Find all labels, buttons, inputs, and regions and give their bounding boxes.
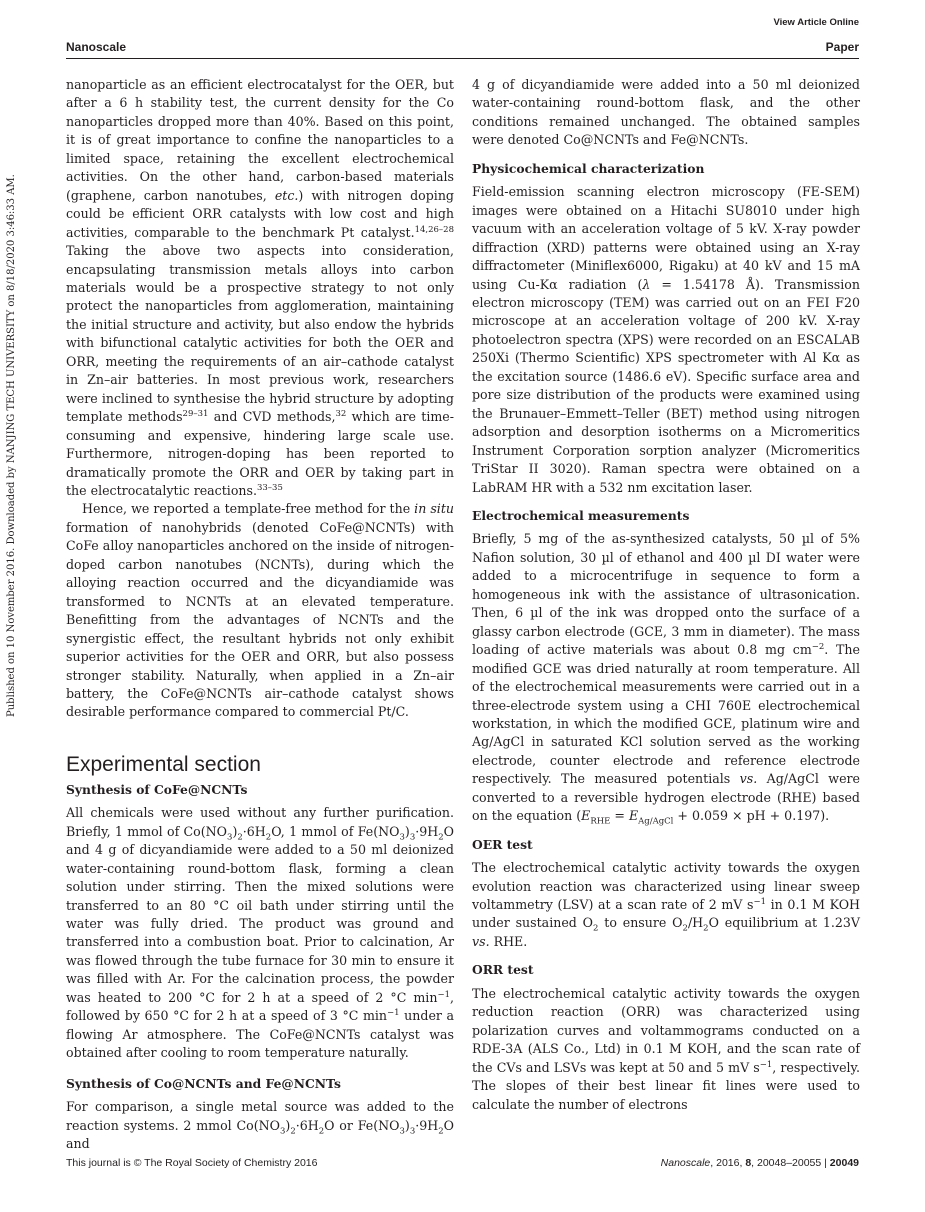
footer-copyright: This journal is © The Royal Society of Chemistry 2016 bbox=[66, 1157, 318, 1169]
footer-citation: Nanoscale, 2016, 8, 20048–20055 | 20049 bbox=[660, 1157, 859, 1169]
oer-paragraph: The electrochemical catalytic activity towards the oxygen evolution reaction was characterized using linear sweep voltammetry (LSV) at a scan rate of 2 mV $s^{-1}$ in 0.1 M KOH under sustained $O_2$ to ensure $O_2/H_2O$ equilibrium at 1.23V vs. RHE. bbox=[472, 860, 861, 949]
subheading-oer-test: OER test bbox=[472, 836, 533, 852]
journal-name: Nanoscale bbox=[66, 40, 127, 54]
header-divider bbox=[66, 58, 859, 59]
synthesis-co-fe-paragraph: For comparison, a single metal source was added to the reaction systems. 2 mmol $Co(NO_3)_2\cdot 6H_2O$ or $Fe(NO_3)_3\cdot 9H_2O$ and bbox=[66, 1099, 454, 1152]
citation-ref[interactable]: 33–35 bbox=[256, 482, 283, 493]
subheading-physicochemical: Physicochemical characterization bbox=[472, 160, 705, 176]
page-number: 20049 bbox=[829, 1157, 859, 1169]
electrochemical-paragraph: Briefly, 5 mg of the as-synthesized catalysts, 50 µl of 5% Nafion solution, 30 µl of ethanol and 400 µl DI water were added to a microcentrifuge in sequence to form a homogeneous ink with the assistance of ultrasonication. Then, 6 µl of the ink was dropped onto the surface of a glassy carbon electrode (GCE, 3 mm in diameter). The mass loading of active materials was about 0.8 mg $cm^{-2}$. The modified GCE was dried naturally at room temperature. All of the electrochemical measurements were carried out in a three-electrode system using a CHI 760E electrochemical workstation, in which the modified GCE, platinum wire and Ag/AgCl in saturated KCl solution served as the working electrode, counter electrode and reference electrode respectively. The measured potentials vs. Ag/AgCl were converted to a reversible hydrogen electrode (RHE) based on the equation ($E_{RHE} = E_{Ag/AgCl} + 0.059$ × pH + 0.197). bbox=[472, 531, 860, 827]
citation-ref[interactable]: 29–31 bbox=[182, 408, 209, 419]
intro-paragraph-2: Hence, we reported a template-free method for the in situ formation of nanohybrids (denoted CoFe@NCNTs) with CoFe alloy nanoparticles anchored on the inside of nitrogen-doped carbon nanotubes (NCNTs), during which the alloying reaction occurred and the dicyandiamide was transformed to NCNTs at an elevated temperature. Benefitting from the advantages of NCNTs and the synergistic effect, the resultant hybrids not only exhibit superior activities for the OER and ORR, but also possess stronger stability. Naturally, when applied in a Zn–air battery, the CoFe@NCNTs air–cathode catalyst shows desirable performance compared to commercial Pt/C. bbox=[66, 501, 454, 720]
synthesis-cofe-paragraph: All chemicals were used without any further purification. Briefly, 1 mmol of $Co(NO_3)_2\cdot 6H_2O$, 1 mmol of $Fe(NO_3)_3\cdot 9H_2O$ and 4 g of dicyandiamide were added to a 50 ml deionized water-containing round-bottom flask, forming a clean solution under stirring. Then the mixed solutions were transferred to an 80 °C oil bath under stirring until the water was fully dried. The product was ground and transferred into a combustion boat. Prior to calcination, Ar was flowed through the tube furnace for 30 min to ensure it was filled with Ar. For the calcination process, the powder was heated to 200 °C for 2 h at a speed of 2 °C $\min^{-1}$, followed by 650 °C for 2 h at a speed of 3 °C $\min^{-1}$ under a flowing Ar atmosphere. The CoFe@NCNTs catalyst was obtained after cooling to room temperature naturally. bbox=[66, 805, 454, 1061]
subheading-synthesis-cofe: Synthesis of CoFe@NCNTs bbox=[66, 781, 248, 797]
right-column bbox=[472, 76, 860, 1114]
left-column bbox=[66, 76, 454, 1153]
subheading-orr-test: ORR test bbox=[472, 962, 534, 978]
subheading-synthesis-co-fe: Synthesis of Co@NCNTs and Fe@NCNTs bbox=[66, 1075, 341, 1091]
subheading-electrochemical: Electrochemical measurements bbox=[472, 507, 690, 523]
intro-paragraph-1: nanoparticle as an efficient electrocatalyst for the OER, but after a 6 h stability test, the current density for the Co nanoparticles dropped more than 40%. Based on this point, it is of great importance to confine the nanoparticles to a limited space, retaining the excellent electrochemical activities. On the other hand, carbon-based materials (graphene, carbon nanotubes, etc.) with nitrogen doping could be efficient ORR catalysts with low cost and high activities, comparable to the benchmark Pt catalyst.$^{14,26-28}$ Taking the above two aspects into consideration, encapsulating transmission metals alloys into carbon materials would be a prospective strategy to not only protect the nanoparticles from agglomeration, maintaining the initial structure and activity, but also endow the hybrids with bifunctional catalytic activities for both the OER and ORR, meeting the requirements of an air–cathode catalyst in Zn–air batteries. In most previous work, researchers were inclined to synthesise the hybrid structure by adopting template methods$^{29-31}$ and CVD methods,$^{32}$ which are time-consuming and expensive, hindering large scale use. Furthermore, nitrogen-doping has been reported to dramatically promote the ORR and OER by taking part in the electrocatalytic reactions.$^{33-35}$ bbox=[66, 77, 455, 498]
citation-ref[interactable]: 32 bbox=[335, 408, 347, 419]
physicochemical-paragraph: Field-emission scanning electron microscopy (FE-SEM) images were obtained on a Hitachi SU8010 under high vacuum with an acceleration voltage of 5 kV. X-ray powder diffraction (XRD) patterns were obtained using an X-ray diffractometer (Miniflex6000, Rigaku) at 40 kV and 15 mA using Cu-Kα radiation (λ = 1.54178 Å). Transmission electron microscopy (TEM) was carried out on an FEI F20 microscope at an acceleration voltage of 200 kV. X-ray photoelectron spectra (XPS) were recorded on an ESCALAB 250Xi (Thermo Scientific) XPS spectrometer with Al Kα as the excitation source (1486.6 eV). Specific surface area and pore size distribution of the products were examined using the Brunauer–Emmett–Teller (BET) method using nitrogen adsorption and desorption isotherms on a Micromeritics Instrument Corporation sorption analyzer (Micromeritics TriStar II 3020). Raman spectra were obtained on a LabRAM HR with a 532 nm excitation laser. bbox=[472, 184, 860, 495]
synthesis-continued-paragraph: 4 g of dicyandiamide were added into a 50 ml deionized water-containing round-bottom flask, and the other conditions remained unchanged. The obtained samples were denoted Co@NCNTs and Fe@NCNTs. bbox=[472, 77, 860, 148]
section-title-experimental: Experimental section bbox=[66, 752, 261, 776]
view-article-online-link[interactable]: View Article Online bbox=[773, 17, 859, 28]
article-type-label: Paper bbox=[825, 40, 859, 54]
publication-watermark: Published on 10 November 2016. Downloaded by NANJING TECH UNIVERSITY on 8/18/2020 3:46:33 AM. bbox=[6, 174, 17, 718]
orr-paragraph: The electrochemical catalytic activity towards the oxygen reduction reaction (ORR) was characterized using polarization curves and voltammograms conducted on a RDE-3A (ALS Co., Ltd) in 0.1 M KOH, and the scan rate of the CVs and LSVs was kept at 50 and 5 mV $s^{-1}$, respectively. The slopes of their best linear fit lines were used to calculate the number of electrons bbox=[472, 985, 861, 1112]
citation-ref[interactable]: 14,26–28 bbox=[414, 224, 454, 235]
